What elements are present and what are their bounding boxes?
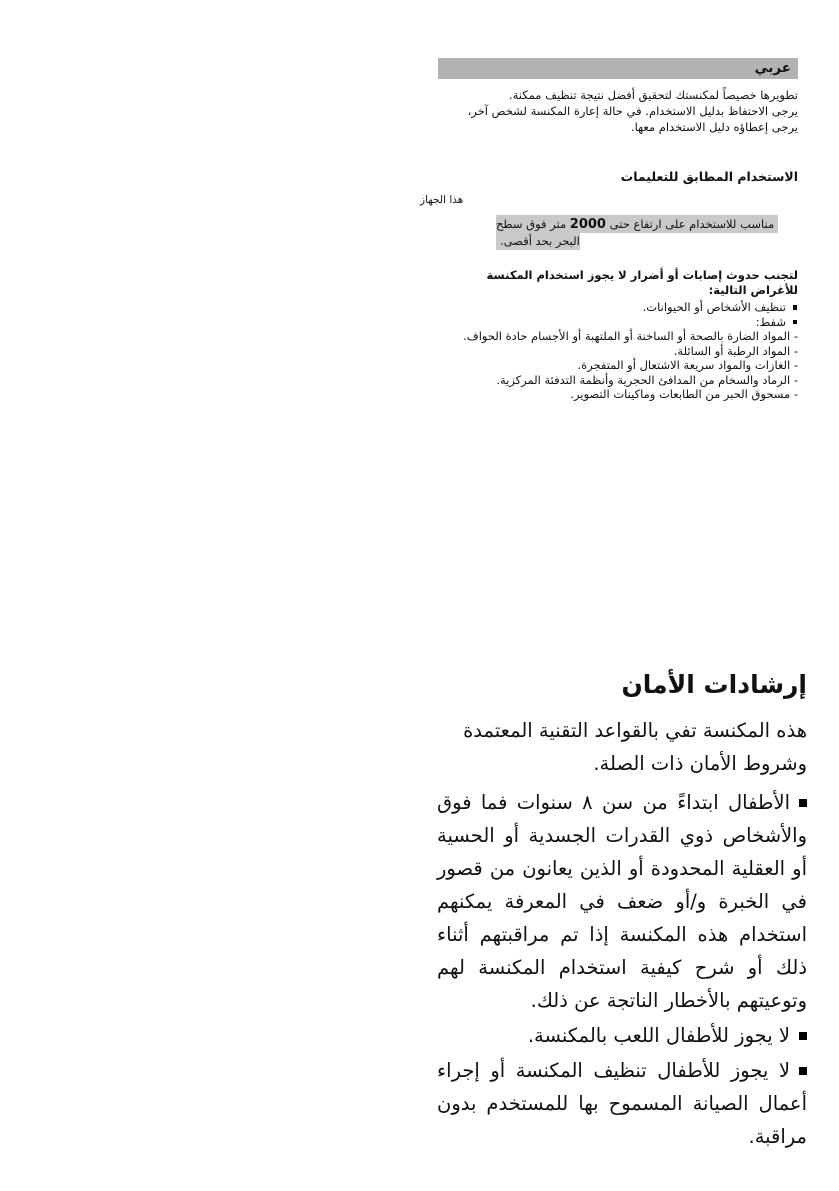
list-item [437,786,807,1017]
list-item: - الرماد والسخام من المدافئ الحجرية وأنظمة التدفئة المركزية. [496,372,798,387]
list-item [438,315,798,330]
altitude-note [438,216,798,250]
square-bullet-icon [793,305,798,310]
safety-list [437,786,807,1153]
list-item: - مسحوق الحبر من الطابعات وماكينات التصوير. [570,387,798,401]
safety-section-title: إرشادات الأمان [621,670,807,699]
safety-column [437,670,807,1155]
intro-line-2: يرجى الاحتفاظ بدليل الاستخدام. في حالة إعارة المكنسة لشخص آخر، يرجى إعطاؤه دليل الاستخدام معها. [467,104,798,134]
square-bullet-icon [799,1067,807,1075]
list-item [438,300,798,315]
list-item-text: لا يجوز للأطفال اللعب بالمكنسة. [527,1024,790,1047]
list-item-text: الأطفال ابتداءً من سن ٨ سنوات فما فوق والأشخاص ذوي القدرات الجسدية أو الحسية أو العقلية المحدودة أو الذين يعانون من قصور في الخبرة و/أو ضعف في المعرفة يمكنهم استخدام هذه المكنسة إذا تم مراقبتهم أثناء ذلك أو شرح كيفية استخدام المكنسة لهم وتوعيتهم بالأخطار الناتجة عن ذلك. [437,791,807,1012]
square-bullet-icon [793,320,798,325]
language-header-bar [438,58,798,79]
prohibited-uses-list [438,300,798,329]
list-item-text: لا يجوز للأطفال تنظيف المكنسة أو إجراء أعمال الصيانة المسموح بها للمستخدم بدون مراقبة. [437,1059,807,1148]
altitude-text-pre: مناسب للاستخدام على ارتفاع حتى [605,217,775,231]
altitude-text-post: متر فوق سطح البحر بحد أقصى. [496,217,580,248]
list-item: - الغازات والمواد سريعة الاشتعال أو المتفجرة. [577,358,798,372]
list-item-text: تنظيف الأشخاص أو الحيوانات. [642,300,786,314]
safety-intro: هذه المكنسة تفي بالقواعد التقنية المعتمدة وشروط الأمان ذات الصلة. [463,719,807,775]
suction-items-list [438,329,798,402]
square-bullet-icon [799,799,807,807]
list-item [437,1054,807,1153]
list-item: - المواد الرطبة أو السائلة. [673,343,798,358]
top-column [420,58,798,402]
language-label: عربي [754,60,791,76]
list-item: - المواد الضارة بالصحة أو الساخنة أو الملتهبة أو الأجسام حادة الحواف. [463,329,798,343]
list-item [437,1019,807,1052]
altitude-highlight [496,215,778,250]
intended-use-title: الاستخدام المطابق للتعليمات [620,169,798,184]
warning-title: لتجنب حدوث إصابات أو أضرار لا يجوز استخدام المكنسة للأغراض التالية: [486,268,798,297]
altitude-value: 2000 [569,217,606,232]
square-bullet-icon [799,1032,807,1040]
intro-line-1: تطويرها خصيصاً لمكنستك لتحقيق أفضل نتيجة تنظيف ممكنة. [508,88,798,102]
device-fragment-text: هذا الجهاز [420,194,464,206]
list-item-text: شفط: [755,314,786,329]
